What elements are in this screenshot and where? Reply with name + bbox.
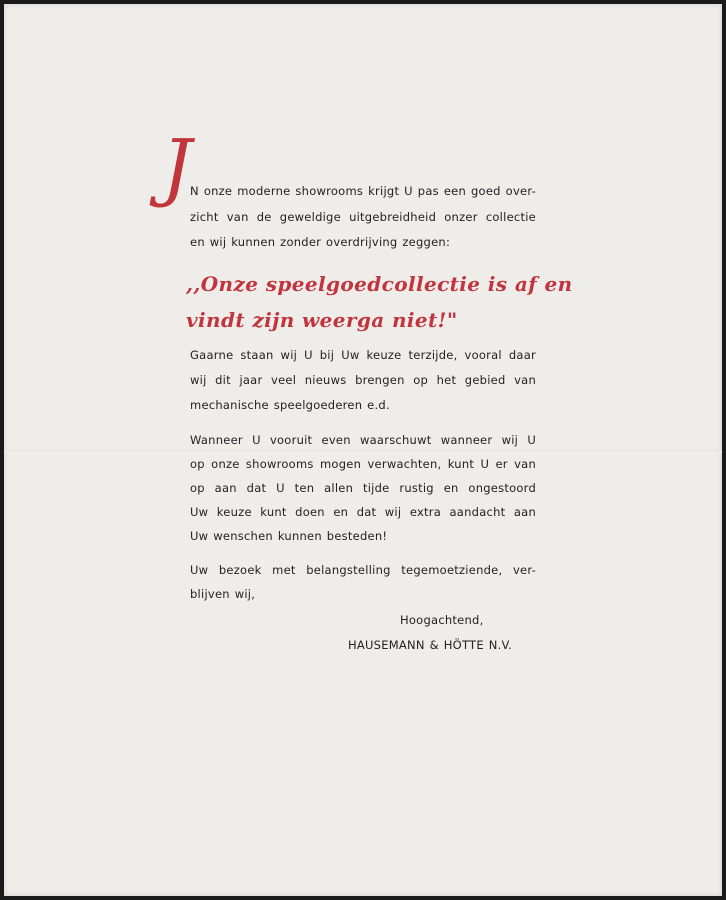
headline-line-2: vindt zijn weerga niet!" [186,308,458,332]
para4-line-2: blijven wij, [190,587,256,601]
headline-line-1: ,,Onze speelgoedcollectie is af en [186,272,573,296]
fold-line [4,450,722,453]
para2-line-2: wij dit jaar veel nieuws brengen op het gebied van [190,373,536,387]
intro-line-1: N onze moderne showrooms krijgt U pas een goed over- [190,184,536,198]
intro-line-2: zicht van de geweldige uitgebreidheid onzer collectie [190,210,536,224]
para3-line-5: Uw wenschen kunnen besteden! [190,529,388,543]
para3-line-3: op aan dat U ten allen tijde rustig en ongestoord [190,481,536,495]
para3-line-1: Wanneer U vooruit even waarschuwt wanneer wij U [190,433,536,447]
para4-line-1: Uw bezoek met belangstelling tegemoetziende, ver- [190,563,536,577]
para3-line-4: Uw keuze kunt doen en dat wij extra aandacht aan [190,505,536,519]
para3-line-2: op onze showrooms mogen verwachten, kunt U er van [190,457,536,471]
intro-line-3: en wij kunnen zonder overdrijving zeggen: [190,235,451,249]
signature-text: HAUSEMANN & HÖTTE N.V. [348,638,513,652]
letter-sheet [4,4,722,896]
para2-line-1: Gaarne staan wij U bij Uw keuze terzijde, vooral daar [190,348,536,362]
closing-text: Hoogachtend, [400,613,484,627]
para2-line-3: mechanische speelgoederen e.d. [190,398,390,412]
dropcap-initial: J [162,124,192,210]
